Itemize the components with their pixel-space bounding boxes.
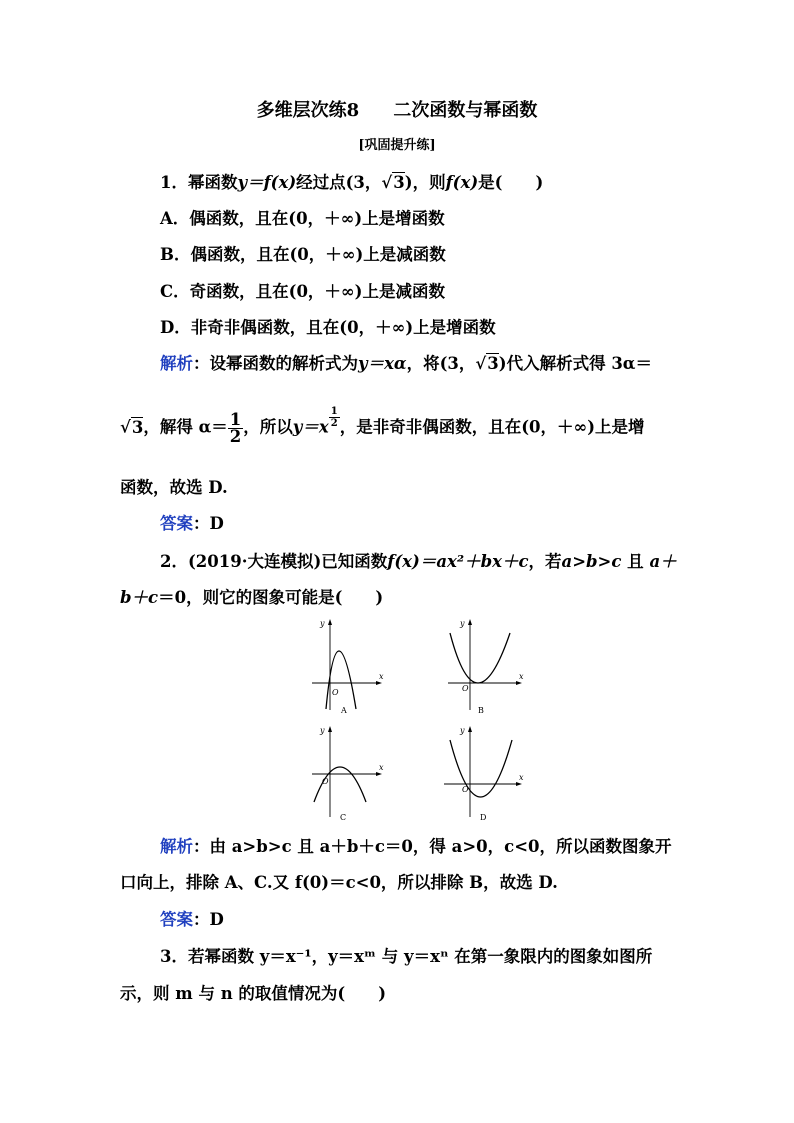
q1-option-a: A．偶函数，且在(0，＋∞)上是增函数	[160, 209, 445, 228]
graph-b-label: B	[478, 706, 484, 715]
fraction-one-half: $\frac{1}{2}$	[229, 409, 242, 446]
q2-stem-line1: 2．(2019·大连模拟)已知函数f(x)＝ax²＋bx＋c，若a>b>c 且 a＋	[160, 552, 677, 571]
q3-stem-line2: 示，则 m 与 n 的取值情况为( )	[120, 984, 387, 1003]
graph-a	[300, 615, 390, 719]
graph-a-svg	[300, 615, 390, 715]
graph-b-y-label: y	[460, 619, 465, 628]
graph-b-x-label: x	[519, 672, 524, 681]
q1-option-c: C．奇函数，且在(0，＋∞)上是减函数	[160, 282, 445, 301]
q1-analysis-line1: 解析：设幂函数的解析式为y＝xα，将(3，√3)代入解析式得 3α＝	[160, 354, 652, 373]
q1-option-b: B．偶函数，且在(0，＋∞)上是减函数	[160, 245, 446, 264]
graph-c-origin: O	[322, 777, 329, 786]
title-part1: 多维层次练8	[256, 100, 360, 121]
q2-stem-line2: b＋c＝0，则它的图象可能是( )	[120, 588, 384, 607]
q1-stem: 1．幂函数y＝f(x)经过点(3，√3)，则f(x)是( )	[160, 173, 544, 192]
graph-d	[440, 722, 530, 826]
graph-b-curve	[450, 633, 510, 683]
graph-a-y-label: y	[320, 619, 325, 628]
page-title	[0, 96, 794, 122]
graph-c-y-label: y	[320, 726, 325, 735]
graph-d-origin: O	[462, 785, 469, 794]
q1-analysis-line3: 函数，故选 D.	[120, 478, 228, 497]
graph-d-svg	[440, 722, 530, 822]
graph-c-label: C	[340, 813, 347, 822]
q2-analysis-line1: 解析：由 a>b>c 且 a＋b＋c＝0，得 a>0，c<0，所以函数图象开	[160, 837, 672, 856]
graph-a-x-label: x	[379, 672, 384, 681]
graph-c-svg	[300, 722, 390, 822]
q3-stem-line1: 3．若幂函数 y＝x⁻¹，y＝xᵐ 与 y＝xⁿ 在第一象限内的图象如图所	[160, 947, 653, 966]
q1-answer: 答案：D	[160, 514, 224, 533]
q2-analysis-line2: 口向上，排除 A、C.又 f(0)＝c<0，所以排除 B，故选 D.	[120, 873, 558, 892]
section-subtitle: [巩固提升练]	[358, 138, 436, 153]
q1-analysis-line2: √3，解得 α＝ $\frac{1}{2}$ ，所以y＝x $\frac{1}{2}$ ，是非奇非偶函数，且在(0，＋∞)上是增	[120, 406, 645, 446]
q2-answer: 答案：D	[160, 910, 224, 929]
graph-a-curve	[326, 651, 356, 709]
graph-c	[300, 722, 390, 826]
graph-d-label: D	[480, 813, 487, 822]
title-part2: 二次函数与幂函数	[393, 100, 538, 121]
graph-b-origin: O	[462, 684, 469, 693]
q1-analysis-label: 解析	[160, 354, 193, 373]
graph-d-y-label: y	[460, 726, 465, 735]
graph-b-svg	[440, 615, 530, 715]
graph-b	[440, 615, 530, 719]
graph-a-origin: O	[332, 688, 339, 697]
q1-option-d: D．非奇非偶函数，且在(0，＋∞)上是增函数	[160, 318, 496, 337]
graph-d-curve	[450, 740, 512, 797]
graph-a-label: A	[341, 706, 347, 715]
graph-d-x-label: x	[519, 773, 524, 782]
graph-c-x-label: x	[379, 763, 384, 772]
exponent-one-half: $\frac{1}{2}$	[330, 406, 338, 429]
